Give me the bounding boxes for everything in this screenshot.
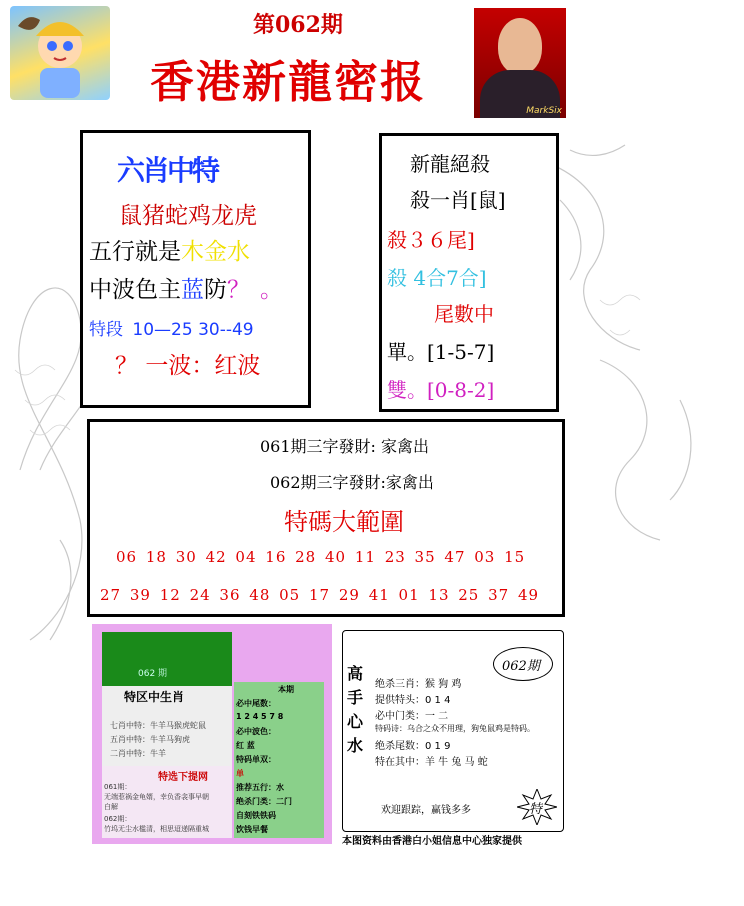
- side-line-10: 饮钱早餐: [236, 825, 268, 834]
- vertical-char-3: 心: [347, 712, 364, 731]
- tip-line-2: 提供特头：0 1 4: [375, 695, 451, 706]
- tip-line-5: 绝杀尾数：0 1 9: [375, 741, 451, 752]
- panel-notes-area: [102, 766, 232, 838]
- prev-issue-line: 061期三字發財: 家禽出: [260, 437, 430, 456]
- range-row-2: 27 39 12 24 36 48 05 17 29 41 01 13 25 37 49: [100, 586, 540, 604]
- tail-title: 尾數中: [434, 302, 494, 326]
- dragon-kill-box: [379, 133, 559, 412]
- wuxing-value: 木金水: [181, 239, 250, 265]
- kill-animal: 殺一肖[鼠]: [410, 188, 506, 212]
- note-3: 白解: [104, 803, 118, 811]
- tip-line-3: 必中门类：一 二: [375, 711, 449, 722]
- issue-bubble: [493, 647, 553, 681]
- vertical-char-2: 手: [347, 688, 364, 707]
- special-code-range-box: [87, 419, 565, 617]
- note-5: 竹坞无尘水槛清，相思迢递隔重城: [104, 825, 209, 833]
- bose-prefix: 中波色主: [89, 277, 181, 303]
- tip-line-4: 特码诗：乌合之众不用理，狗兔鼠鸡是特码。: [375, 724, 535, 733]
- special-label: 特段: [89, 320, 123, 340]
- side-line-9: 自刻铁铁码: [236, 811, 276, 820]
- side-line-8: 绝杀门类：二门: [236, 797, 292, 806]
- vertical-char-1: 高: [347, 664, 364, 683]
- note-1: 061期：: [104, 783, 132, 791]
- side-line-5: 特码单双：: [236, 755, 276, 764]
- special-range: 10—25 30--49: [132, 320, 254, 340]
- wave-text: 一波：红波: [145, 353, 261, 379]
- wuxing-prefix: 五行就是: [89, 239, 181, 265]
- panel-banner: 特区中生肖: [124, 690, 185, 704]
- panel-sub-banner: 特选下提网: [158, 772, 208, 783]
- side-title: 本期: [278, 685, 294, 694]
- kill-tail: 殺３６尾]: [387, 228, 475, 252]
- special-range-line: [89, 315, 254, 340]
- page-title: 香港新龍密报: [150, 57, 426, 108]
- stamp-text: 特: [529, 802, 543, 817]
- panel-issue: 062 期: [138, 669, 168, 679]
- note-2: 无端惹祸金龟婿，幸负香衾事早朝: [104, 793, 209, 801]
- bose-question: ？: [227, 277, 250, 303]
- zodiac-animals: 鼠猪蛇鸡龙虎: [119, 203, 257, 229]
- current-issue-line: 062期三字發財:家禽出: [270, 473, 434, 492]
- bose-mid: 防: [204, 277, 227, 303]
- vertical-char-4: 水: [347, 736, 364, 755]
- side-line-3: 必中波色：: [236, 727, 276, 736]
- issue-number: 第062期: [253, 12, 343, 38]
- note-4: 062期：: [104, 815, 132, 823]
- tip-line-6: 特在其中：羊 牛 兔 马 蛇: [375, 757, 488, 768]
- range-title: 特碼大範圍: [284, 508, 404, 536]
- side-line-7: 推荐五行：水: [236, 783, 284, 792]
- bose-end: 。: [260, 277, 283, 303]
- bubble-text: 062期: [502, 659, 540, 674]
- portrait-caption: MarkSix: [526, 106, 562, 116]
- bose-value: 蓝: [181, 277, 204, 303]
- bose-line: [89, 271, 283, 304]
- portrait-photo: [474, 8, 566, 118]
- wave-line: [115, 347, 260, 380]
- range-row-1: 06 18 30 42 04 16 28 40 11 23 35 47 03 15: [116, 548, 526, 566]
- even-tails: 雙。[0-8-2]: [387, 378, 495, 402]
- wuxing-line: [89, 233, 250, 266]
- expert-tips-panel: [342, 630, 564, 832]
- odd-tails: 單。[1-5-7]: [387, 340, 495, 364]
- welcome-text: 欢迎跟踪，赢钱多多: [381, 805, 471, 816]
- side-line-6: 单: [236, 769, 244, 778]
- side-line-1: 必中尾数：: [236, 699, 276, 708]
- side-line-2: 1 2 4 5 7 8: [236, 712, 284, 721]
- tip-line-1: 绝杀三肖：猴 狗 鸡: [375, 679, 462, 690]
- panel-line-3: 二肖中特：牛羊: [110, 749, 166, 758]
- side-line-4: 红 蓝: [236, 741, 255, 750]
- starburst-stamp: [517, 789, 557, 825]
- panel-header-green: [102, 632, 232, 686]
- six-zodiac-heading: 六肖中特: [117, 154, 218, 187]
- panel-line-1: 七肖中特：牛羊马猴虎蛇鼠: [110, 721, 206, 730]
- portrait-face: [498, 18, 542, 74]
- panel-line-2: 五肖中特：牛羊马狗虎: [110, 735, 190, 744]
- footer-credit: 本图资料由香港白小姐信息中心独家提供: [342, 836, 522, 847]
- panel-list-area: [102, 686, 232, 766]
- panel-side-column: [234, 682, 324, 838]
- six-zodiac-box: [80, 130, 311, 408]
- cartoon-mascot-image: [10, 6, 110, 100]
- zodiac-panel: [92, 624, 332, 844]
- kill-title: 新龍絕殺: [410, 152, 490, 176]
- kill-he: 殺 4合7合]: [387, 266, 487, 290]
- wave-question: ？: [115, 353, 138, 379]
